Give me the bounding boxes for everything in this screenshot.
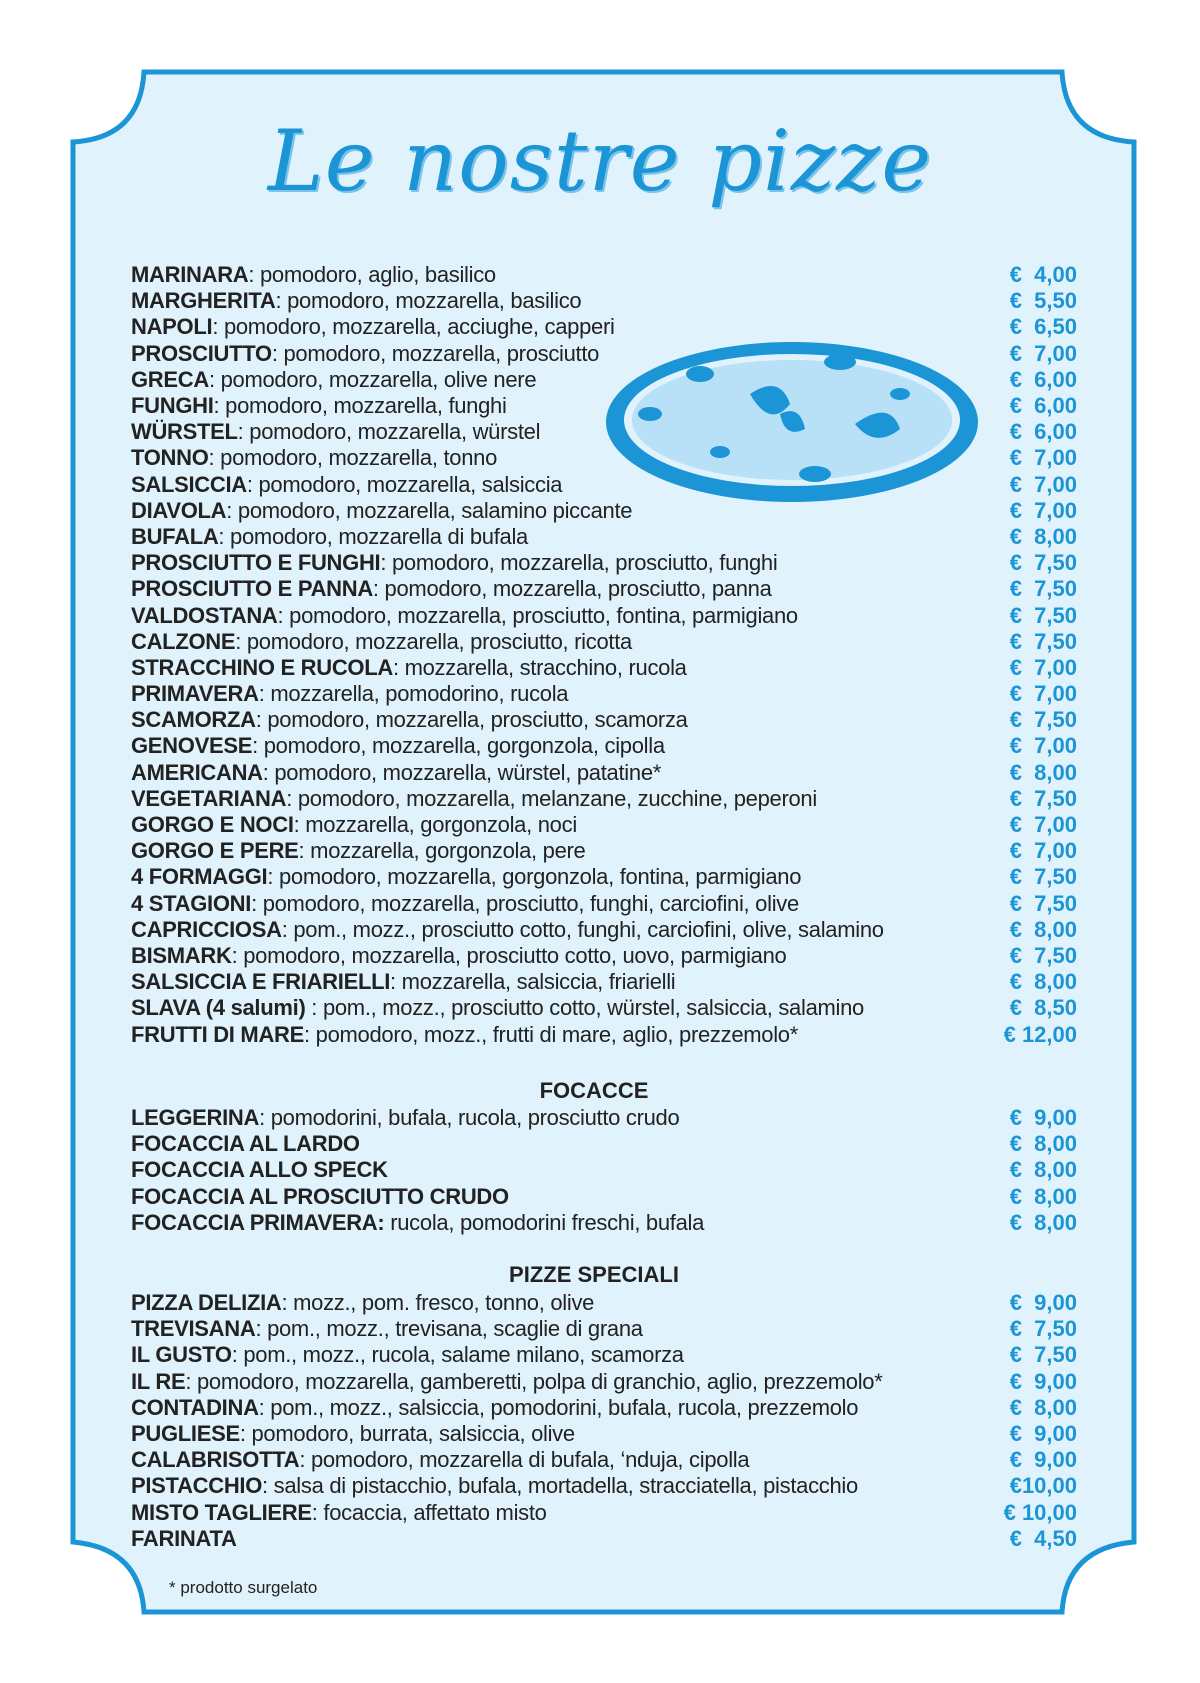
item-description: pom., mozz., prosciutto cotto, funghi, carciofini, olive, salamino — [293, 916, 884, 942]
item-description: pomodoro, mozzarella di bufala, ‘nduja, cipolla — [310, 1447, 750, 1473]
item-text — [131, 524, 528, 550]
item-description: pom., mozz., salsiccia, pomodorini, bufala, rucola, prezzemolo — [270, 1394, 859, 1420]
item-price: € 8,00 — [1009, 1394, 1077, 1420]
item-text — [131, 1342, 684, 1368]
item-separator: : — [231, 942, 244, 968]
item-text — [131, 445, 497, 471]
item-description: mozzarella, stracchino, rucola — [404, 654, 687, 680]
item-name: SLAVA (4 salumi) — [131, 995, 306, 1021]
item-separator: : — [231, 1342, 244, 1368]
item-name: MARGHERITA — [131, 288, 276, 314]
menu-item — [131, 838, 1077, 864]
item-description: pomodoro, aglio, basilico — [260, 262, 496, 288]
item-description: pomodoro, mozzarella, prosciutto, panna — [384, 576, 772, 602]
item-text — [131, 1316, 643, 1342]
item-separator: : — [251, 890, 263, 916]
item-name: GRECA — [131, 366, 209, 392]
item-name: MARINARA — [131, 262, 249, 288]
item-description: salsa di pistacchio, bufala, mortadella, stracciatella, pistacchio — [273, 1473, 858, 1499]
item-name: WÜRSTEL — [131, 419, 238, 445]
menu-item — [131, 1526, 1077, 1552]
item-text — [131, 1447, 749, 1473]
item-name: TONNO — [131, 445, 209, 471]
menu-item — [131, 524, 1077, 550]
item-name: SALSICCIA — [131, 471, 247, 497]
item-text — [131, 1131, 360, 1157]
menu-item — [131, 1105, 1077, 1131]
menu-item — [131, 1184, 1077, 1210]
item-description: pomodoro, mozzarella, tonno — [220, 445, 498, 471]
menu-item — [131, 760, 1077, 786]
item-separator: : — [255, 1316, 268, 1342]
item-description: rucola, pomodorini freschi, bufala — [390, 1209, 705, 1235]
item-separator: : — [185, 1368, 197, 1394]
item-price: € 8,00 — [1009, 523, 1077, 549]
menu-item — [131, 393, 1077, 419]
item-text — [131, 576, 772, 602]
item-price: € 7,00 — [1009, 681, 1077, 707]
item-text — [131, 367, 536, 393]
item-text — [131, 550, 777, 576]
menu-item — [131, 550, 1077, 576]
item-price: € 7,00 — [1009, 812, 1077, 838]
item-text — [131, 472, 562, 498]
focacce-heading: FOCACCE — [539, 1078, 649, 1103]
item-text — [131, 498, 632, 524]
pizze-list — [131, 262, 1077, 1048]
item-text — [131, 995, 864, 1021]
item-text — [131, 1421, 575, 1447]
item-name: MISTO TAGLIERE — [131, 1499, 312, 1525]
item-name: GENOVESE — [131, 733, 253, 759]
item-text — [131, 943, 786, 969]
menu-item — [131, 341, 1077, 367]
item-text — [131, 681, 568, 707]
item-name: FUNGHI — [131, 393, 214, 419]
item-description: mozzarella, salsiccia, friarielli — [401, 969, 676, 995]
item-description: mozz., pom. fresco, tonno, olive — [293, 1290, 595, 1316]
item-name: FRUTTI DI MARE — [131, 1021, 305, 1047]
item-text — [131, 1210, 704, 1236]
item-text — [131, 838, 585, 864]
item-text — [131, 1526, 237, 1552]
item-separator: : — [226, 497, 238, 523]
menu-item — [131, 891, 1077, 917]
item-price: € 7,50 — [1009, 864, 1077, 890]
item-description: pomodoro, mozzarella, gorgonzola, fontina, parmigiano — [278, 864, 802, 890]
menu-item — [131, 707, 1077, 733]
speciali-list — [131, 1290, 1077, 1552]
speciali-heading: PIZZE SPECIALI — [509, 1262, 679, 1287]
focacce-list — [131, 1105, 1077, 1236]
item-name: FOCACCIA AL PROSCIUTTO CRUDO — [131, 1183, 509, 1209]
item-price: € 8,00 — [1009, 1183, 1077, 1209]
item-description: pomodorini, bufala, rucola, prosciutto crudo — [270, 1105, 680, 1131]
item-name: 4 STAGIONI — [131, 890, 252, 916]
menu-item — [131, 943, 1077, 969]
item-text — [131, 1157, 388, 1183]
menu-item — [131, 1421, 1077, 1447]
item-separator: : — [262, 1473, 274, 1499]
item-price: € 7,50 — [1009, 628, 1077, 654]
item-price: € 9,00 — [1009, 1105, 1077, 1131]
item-separator: : — [281, 916, 294, 942]
item-description: pomodoro, mozzarella di bufala — [230, 523, 528, 549]
item-description: pomodoro, mozzarella, prosciutto, ricotta — [246, 628, 632, 654]
item-name: PROSCIUTTO — [131, 340, 272, 366]
footnote: * prodotto surgelato — [169, 1578, 318, 1597]
item-description: pomodoro, mozzarella, melanzane, zucchine, peperoni — [297, 785, 817, 811]
item-price: € 8,00 — [1009, 1209, 1077, 1235]
item-description: pomodoro, burrata, salsiccia, olive — [251, 1421, 575, 1447]
item-name: PISTACCHIO — [131, 1473, 263, 1499]
item-separator: : — [262, 759, 275, 785]
menu-item — [131, 629, 1077, 655]
item-separator: : — [311, 1499, 324, 1525]
item-price: € 5,50 — [1009, 288, 1077, 314]
item-separator: : — [259, 1105, 271, 1131]
item-separator: : — [248, 262, 260, 288]
item-separator: : — [372, 576, 385, 602]
item-price: € 7,50 — [1009, 550, 1077, 576]
menu-item — [131, 1500, 1077, 1526]
item-description: pomodoro, mozz., frutti di mare, aglio, prezzemolo* — [315, 1021, 798, 1047]
item-name: PIZZA DELIZIA — [131, 1290, 282, 1316]
item-name: FOCACCIA ALLO SPECK — [131, 1157, 388, 1183]
item-text — [131, 288, 581, 314]
menu-item — [131, 314, 1077, 340]
menu-item — [131, 419, 1077, 445]
item-name: PRIMAVERA — [131, 681, 259, 707]
item-description: pom., mozz., trevisana, scaglie di grana — [267, 1316, 643, 1342]
item-description: pomodoro, mozzarella, prosciutto, fontina, parmigiano — [289, 602, 798, 628]
item-name: SALSICCIA E FRIARIELLI — [131, 969, 391, 995]
menu-item — [131, 655, 1077, 681]
item-name: FARINATA — [131, 1525, 237, 1551]
item-name: BISMARK — [131, 942, 232, 968]
item-price: € 7,00 — [1009, 471, 1077, 497]
item-separator: : — [258, 681, 271, 707]
item-name: VEGETARIANA — [131, 785, 287, 811]
item-name: TREVISANA — [131, 1316, 256, 1342]
item-price: € 9,00 — [1009, 1421, 1077, 1447]
menu-item — [131, 1316, 1077, 1342]
item-separator: : — [237, 419, 250, 445]
item-text — [131, 262, 496, 288]
menu-item — [131, 812, 1077, 838]
item-price: € 8,50 — [1009, 995, 1077, 1021]
item-name: CAPRICCIOSA — [131, 916, 282, 942]
item-separator: : — [246, 471, 259, 497]
menu-item — [131, 864, 1077, 890]
menu-item — [131, 472, 1077, 498]
item-separator: : — [267, 864, 279, 890]
menu-item — [131, 1021, 1077, 1047]
item-price: € 9,00 — [1009, 1447, 1077, 1473]
item-text — [131, 917, 884, 943]
item-name: IL GUSTO — [131, 1342, 232, 1368]
menu-item — [131, 917, 1077, 943]
item-description: pomodoro, mozzarella, funghi — [225, 393, 507, 419]
menu-item — [131, 1473, 1077, 1499]
item-separator: : — [305, 995, 323, 1021]
item-price: € 8,00 — [1009, 916, 1077, 942]
item-description: pomodoro, mozzarella, würstel — [249, 419, 541, 445]
item-name: VALDOSTANA — [131, 602, 278, 628]
menu-item — [131, 1395, 1077, 1421]
item-price: € 7,00 — [1009, 497, 1077, 523]
item-separator: : — [239, 1421, 252, 1447]
item-price: € 6,50 — [1009, 314, 1077, 340]
item-text — [131, 393, 507, 419]
item-price: € 4,00 — [1009, 262, 1077, 288]
item-separator: : — [213, 393, 226, 419]
item-description: pomodoro, mozzarella, gorgonzola, cipolla — [263, 733, 665, 759]
item-text — [131, 1473, 858, 1499]
menu-item — [131, 1210, 1077, 1236]
item-description: pomodoro, mozzarella, olive nere — [220, 366, 537, 392]
item-text — [131, 629, 632, 655]
item-price: € 6,00 — [1009, 393, 1077, 419]
item-name: CALABRISOTTA — [131, 1447, 300, 1473]
item-name: AMERICANA — [131, 759, 263, 785]
menu-item — [131, 733, 1077, 759]
item-name: PROSCIUTTO E FUNGHI — [131, 550, 381, 576]
item-description: pomodoro, mozzarella, prosciutto, funghi, carciofini, olive — [262, 890, 799, 916]
item-price: € 7,50 — [1009, 890, 1077, 916]
item-price: € 10,00 — [1003, 1499, 1077, 1525]
item-description: focaccia, affettato misto — [323, 1499, 547, 1525]
item-price: € 12,00 — [1003, 1021, 1077, 1047]
item-text — [131, 655, 687, 681]
item-text — [131, 733, 665, 759]
menu-item — [131, 367, 1077, 393]
item-price: € 7,00 — [1009, 654, 1077, 680]
item-description: pomodoro, mozzarella, prosciutto, funghi — [391, 550, 778, 576]
item-description: pomodoro, mozzarella, salamino piccante — [237, 497, 633, 523]
menu-item — [131, 1447, 1077, 1473]
item-price: € 8,00 — [1009, 1157, 1077, 1183]
item-name: GORGO E NOCI — [131, 812, 294, 838]
item-name: CONTADINA — [131, 1394, 259, 1420]
item-price: € 8,00 — [1009, 759, 1077, 785]
item-separator: : — [299, 1447, 311, 1473]
item-price: € 7,50 — [1009, 1316, 1077, 1342]
item-description: pom., mozz., rucola, salame milano, scamorza — [243, 1342, 684, 1368]
item-description: pomodoro, mozzarella, prosciutto — [283, 340, 600, 366]
item-separator: : — [255, 707, 268, 733]
menu-item — [131, 1290, 1077, 1316]
menu-item — [131, 445, 1077, 471]
menu-item — [131, 1131, 1077, 1157]
item-separator: : — [304, 1021, 316, 1047]
item-separator: : — [380, 550, 392, 576]
item-text — [131, 603, 798, 629]
item-text — [131, 812, 577, 838]
item-separator: : — [235, 628, 247, 654]
menu-item — [131, 969, 1077, 995]
item-separator: : — [281, 1290, 294, 1316]
item-separator: : — [298, 838, 311, 864]
item-price: € 7,00 — [1009, 733, 1077, 759]
item-price: € 4,50 — [1009, 1525, 1077, 1551]
item-price: € 7,50 — [1009, 785, 1077, 811]
item-description: pomodoro, mozzarella, prosciutto, scamorza — [267, 707, 688, 733]
item-price: € 9,00 — [1009, 1290, 1077, 1316]
item-separator: : — [252, 733, 264, 759]
item-separator: : — [390, 969, 402, 995]
item-description: mozzarella, gorgonzola, noci — [305, 812, 577, 838]
item-price: € 7,00 — [1009, 340, 1077, 366]
item-price: € 9,00 — [1009, 1368, 1077, 1394]
item-text — [131, 1500, 547, 1526]
item-text — [131, 760, 661, 786]
item-price: € 7,00 — [1009, 445, 1077, 471]
item-description: pomodoro, mozzarella, würstel, patatine* — [274, 759, 662, 785]
item-price: € 7,50 — [1009, 576, 1077, 602]
menu-item — [131, 262, 1077, 288]
page-title: Le nostre pizze — [267, 112, 933, 210]
item-price: € 8,00 — [1009, 969, 1077, 995]
item-separator: : — [286, 785, 298, 811]
item-separator: : — [212, 314, 224, 340]
item-separator: : — [392, 654, 405, 680]
item-name: IL RE — [131, 1368, 186, 1394]
item-name: PROSCIUTTO E PANNA — [131, 576, 373, 602]
item-price: € 7,50 — [1009, 1342, 1077, 1368]
item-text — [131, 1105, 679, 1131]
menu-item — [131, 786, 1077, 812]
item-text — [131, 1395, 858, 1421]
item-text — [131, 786, 817, 812]
menu-item — [131, 1157, 1077, 1183]
item-name: SCAMORZA — [131, 707, 256, 733]
item-name: PUGLIESE — [131, 1421, 240, 1447]
item-description: pomodoro, mozzarella, gamberetti, polpa di granchio, aglio, prezzemolo* — [196, 1368, 883, 1394]
item-text — [131, 341, 599, 367]
item-name: DIAVOLA — [131, 497, 227, 523]
item-description: pomodoro, mozzarella, acciughe, capperi — [223, 314, 615, 340]
menu-item — [131, 1369, 1077, 1395]
item-description: pomodoro, mozzarella, salsiccia — [258, 471, 563, 497]
item-price: € 7,50 — [1009, 602, 1077, 628]
item-name: LEGGERINA — [131, 1105, 260, 1131]
item-name: BUFALA — [131, 523, 219, 549]
item-description: pom., mozz., prosciutto cotto, würstel, salsiccia, salamino — [322, 995, 864, 1021]
item-description: mozzarella, gorgonzola, pere — [310, 838, 586, 864]
item-separator: : — [208, 366, 221, 392]
item-description: pomodoro, mozzarella, basilico — [287, 288, 582, 314]
item-text — [131, 969, 675, 995]
item-name: FOCACCIA PRIMAVERA: — [131, 1209, 385, 1235]
item-name: CALZONE — [131, 628, 236, 654]
menu-item — [131, 602, 1077, 628]
item-description: pomodoro, mozzarella, prosciutto cotto, uovo, parmigiano — [243, 942, 787, 968]
item-price: € 6,00 — [1009, 366, 1077, 392]
item-separator: : — [208, 445, 221, 471]
item-separator: : — [293, 812, 306, 838]
item-text — [131, 1022, 798, 1048]
item-separator: : — [258, 1394, 271, 1420]
item-text — [131, 707, 688, 733]
item-text — [131, 1290, 594, 1316]
item-text — [131, 864, 801, 890]
item-text — [131, 314, 615, 340]
item-name: STRACCHINO E RUCOLA — [131, 654, 393, 680]
item-separator: : — [277, 602, 290, 628]
menu-item — [131, 995, 1077, 1021]
item-text — [131, 1369, 882, 1395]
item-text — [131, 1184, 509, 1210]
item-text — [131, 891, 799, 917]
item-description: mozzarella, pomodorino, rucola — [270, 681, 569, 707]
item-separator: : — [218, 523, 231, 549]
menu-item — [131, 1342, 1077, 1368]
item-name: NAPOLI — [131, 314, 213, 340]
item-price: € 6,00 — [1009, 419, 1077, 445]
menu-item — [131, 576, 1077, 602]
item-price: €10,00 — [1009, 1473, 1077, 1499]
menu-item — [131, 288, 1077, 314]
item-price: € 7,50 — [1009, 707, 1077, 733]
item-text — [131, 419, 540, 445]
item-name: GORGO E PERE — [131, 838, 299, 864]
menu-item — [131, 498, 1077, 524]
item-separator: : — [275, 288, 288, 314]
item-separator: : — [271, 340, 284, 366]
item-price: € 7,50 — [1009, 942, 1077, 968]
item-price: € 7,00 — [1009, 838, 1077, 864]
item-price: € 8,00 — [1009, 1131, 1077, 1157]
item-name: FOCACCIA AL LARDO — [131, 1131, 360, 1157]
menu-item — [131, 681, 1077, 707]
item-name: 4 FORMAGGI — [131, 864, 268, 890]
